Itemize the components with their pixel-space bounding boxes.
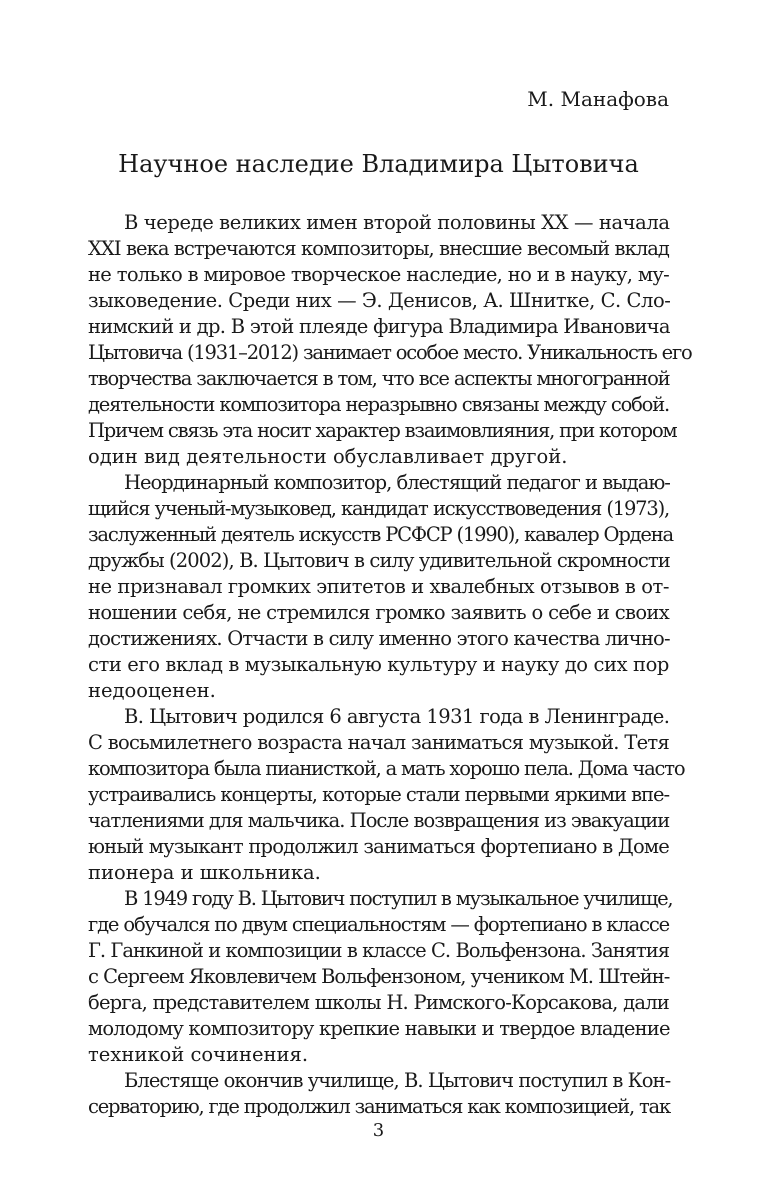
text-line: ношении себя, не стремился громко заявить о себе и своих: [88, 601, 670, 624]
page-number: 3: [372, 1120, 385, 1141]
text-line: Причем связь эта носит характер взаимовлияния, при котором: [88, 419, 677, 442]
text-line: берга, представителем школы Н. Римского-Корсакова, дали: [88, 991, 669, 1014]
text-line: техникой сочинения.: [88, 1043, 309, 1066]
author-name: М. Манафова: [527, 87, 669, 111]
text-line: Блестяще окончив училище, В. Цытович поступил в Кон-: [124, 1069, 671, 1092]
text-line: В. Цытович родился 6 августа 1931 года в Ленинграде.: [124, 705, 670, 728]
text-line: устраивались концерты, которые стали первыми яркими впе-: [88, 783, 669, 806]
text-line: чатлениями для мальчика. После возвращения из эвакуации: [88, 809, 670, 832]
text-line: с Сергеем Яковлевичем Вольфензоном, учеником М. Штейн-: [88, 965, 670, 988]
text-line: сти его вклад в музыкальную культуру и науку до сих пор: [88, 653, 669, 676]
text-line: Цытовича (1931–2012) занимает особое место. Уникальность его: [88, 341, 692, 364]
body-text: [88, 210, 692, 1120]
text-line: не признавал громких эпитетов и хвалебных отзывов в от-: [88, 575, 669, 598]
text-line: зыковедение. Среди них — Э. Денисов, А. Шнитке, С. Сло-: [88, 289, 671, 312]
text-line: один вид деятельности обуславливает другой.: [88, 445, 568, 468]
text-line: Неординарный композитор, блестящий педагог и выдаю-: [124, 471, 670, 494]
text-line: С восьмилетнего возраста начал заниматься музыкой. Тетя: [88, 731, 669, 754]
text-line: композитора была пианисткой, а мать хорошо пела. Дома часто: [88, 757, 685, 780]
text-line: серваторию, где продолжил заниматься как композицией, так: [88, 1095, 670, 1118]
text-line: достижениях. Отчасти в силу именно этого качества лично-: [88, 627, 670, 650]
article-title: Научное наследие Владимира Цытовича: [118, 150, 639, 178]
text-line: молодому композитору крепкие навыки и твердое владение: [88, 1017, 670, 1040]
text-line: В череде великих имен второй половины XX — начала: [124, 211, 670, 234]
text-line: нимский и др. В этой плеяде фигура Владимира Ивановича: [88, 315, 670, 338]
text-line: деятельности композитора неразрывно связаны между собой.: [88, 393, 669, 416]
text-line: творчества заключается в том, что все аспекты многогранной: [88, 367, 670, 390]
text-line: щийся ученый-музыковед, кандидат искусствоведения (1973),: [88, 497, 669, 520]
text-line: В 1949 году В. Цытович поступил в музыкальное училище,: [124, 887, 673, 910]
text-line: заслуженный деятель искусств РСФСР (1990), кавалер Ордена: [88, 523, 673, 546]
text-line: Г. Ганкиной и композиции в классе С. Вольфензона. Занятия: [88, 939, 669, 962]
text-line: XXI века встречаются композиторы, внесшие весомый вклад: [88, 237, 669, 260]
text-line: юный музыкант продолжил заниматься фортепиано в Доме: [88, 835, 669, 858]
text-line: где обучался по двум специальностям — фортепиано в классе: [88, 913, 670, 936]
text-line: пионера и школьника.: [88, 861, 321, 884]
text-line: дружбы (2002), В. Цытович в силу удивительной скромности: [88, 549, 670, 572]
text-line: не только в мировое творческое наследие, но и в науку, му-: [88, 263, 669, 286]
text-line: недооценен.: [88, 679, 216, 702]
